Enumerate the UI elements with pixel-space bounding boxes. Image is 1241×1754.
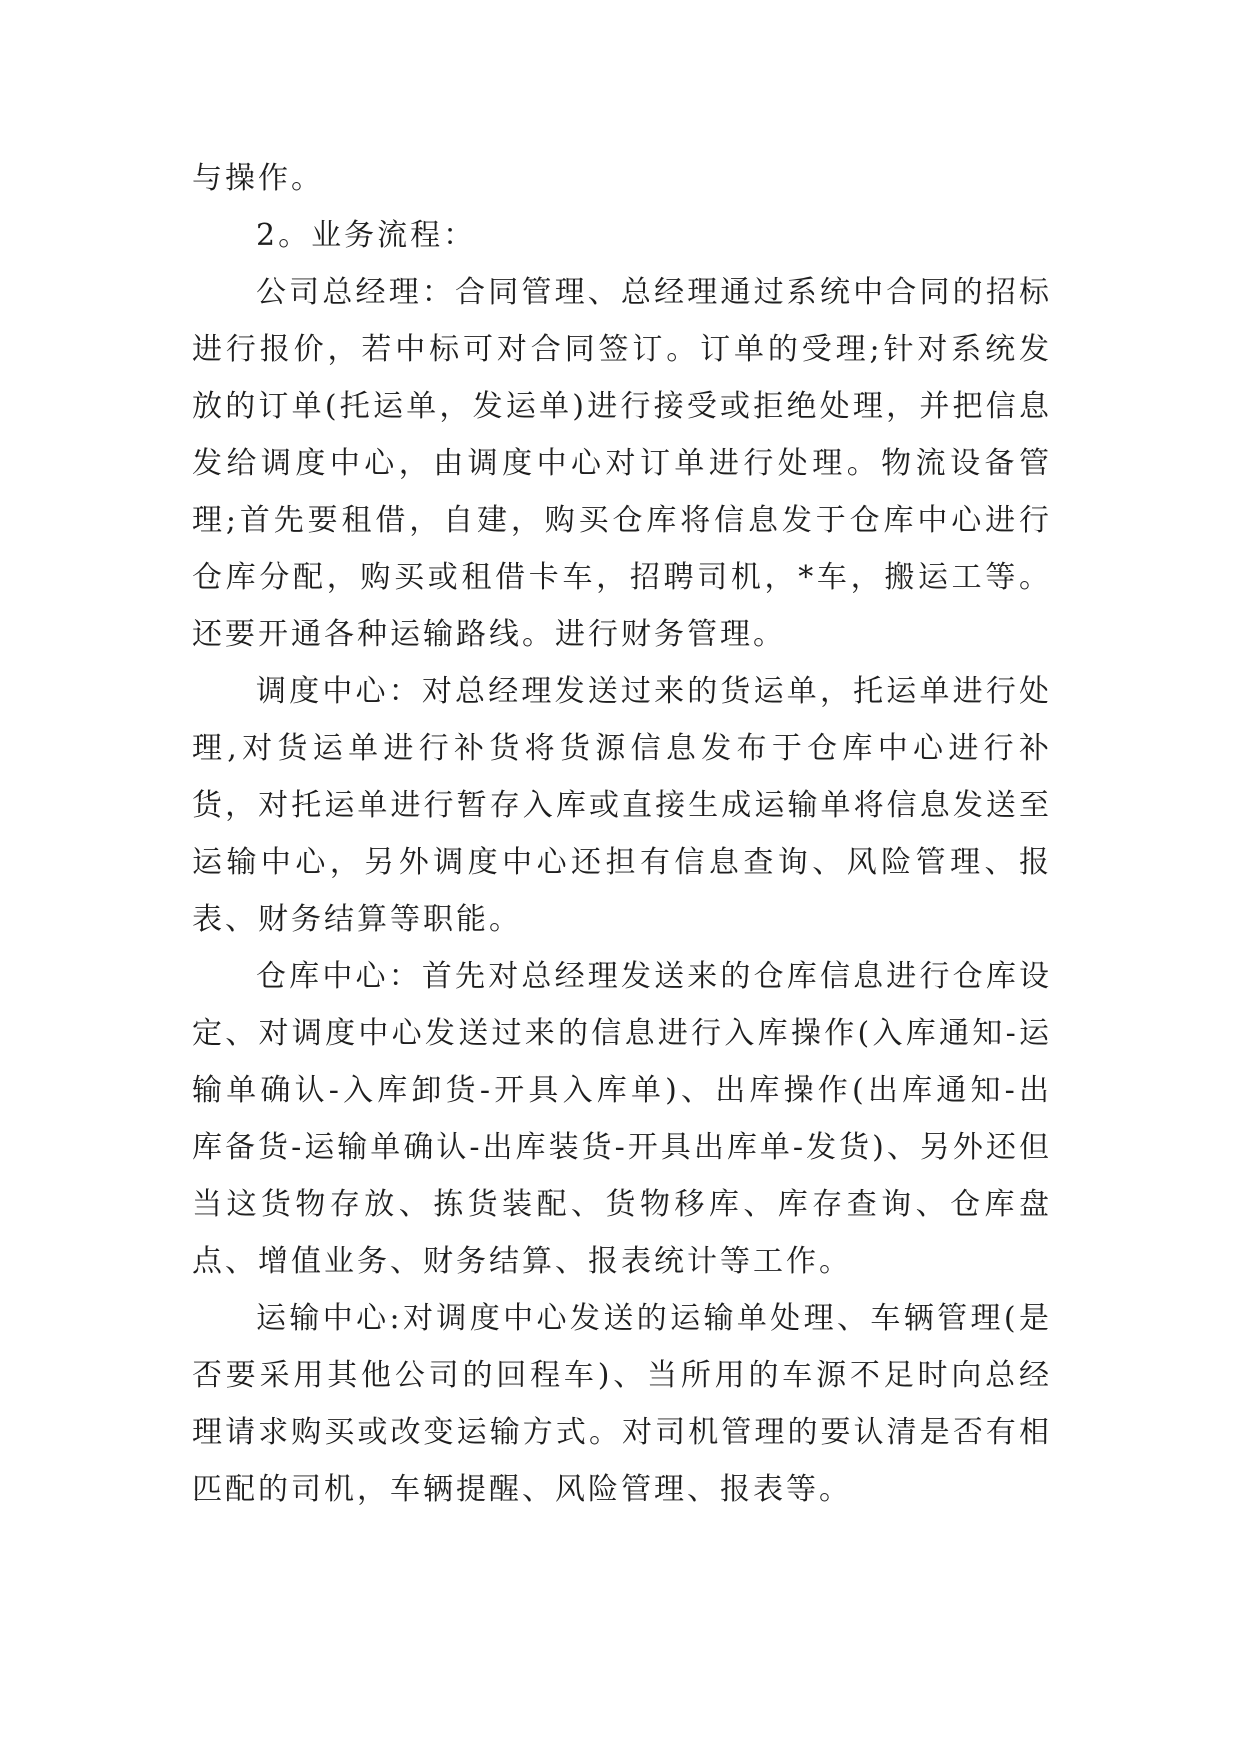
document-body xyxy=(192,150,1052,1518)
paragraph-warehouse-center: 仓库中心：首先对总经理发送来的仓库信息进行仓库设定、对调度中心发送过来的信息进行入库操作(入库通知-运输单确认-入库卸货-开具入库单)、出库操作(出库通知-出库备货-运输单确认-出库装货-开具出库单-发货)、另外还但当这货物存放、拣货装配、货物移库、库存查询、仓库盘点、增值业务、财务结算、报表统计等工作。 xyxy=(192,959,1052,1279)
section-heading-business-process: 2。业务流程： xyxy=(256,218,477,253)
paragraph-dispatch-center: 调度中心：对总经理发送过来的货运单，托运单进行处理,对货运单进行补货将货源信息发布于仓库中心进行补货，对托运单进行暂存入库或直接生成运输单将信息发送至运输中心，另外调度中心还担有信息查询、风险管理、报表、财务结算等职能。 xyxy=(192,674,1052,937)
paragraph-general-manager: 公司总经理：合同管理、总经理通过系统中合同的招标进行报价，若中标可对合同签订。订单的受理;针对系统发放的订单(托运单，发运单)进行接受或拒绝处理，并把信息发给调度中心，由调度中心对订单进行处理。物流设备管理;首先要租借，自建，购买仓库将信息发于仓库中心进行仓库分配，购买或租借卡车，招聘司机，*车，搬运工等。还要开通各种运输路线。进行财务管理。 xyxy=(192,275,1052,652)
paragraph-continuation: 与操作。 xyxy=(192,161,324,196)
paragraph-transport-center: 运输中心:对调度中心发送的运输单处理、车辆管理(是否要采用其他公司的回程车)、当所用的车源不足时向总经理请求购买或改变运输方式。对司机管理的要认清是否有相匹配的司机，车辆提醒、风险管理、报表等。 xyxy=(192,1301,1052,1507)
